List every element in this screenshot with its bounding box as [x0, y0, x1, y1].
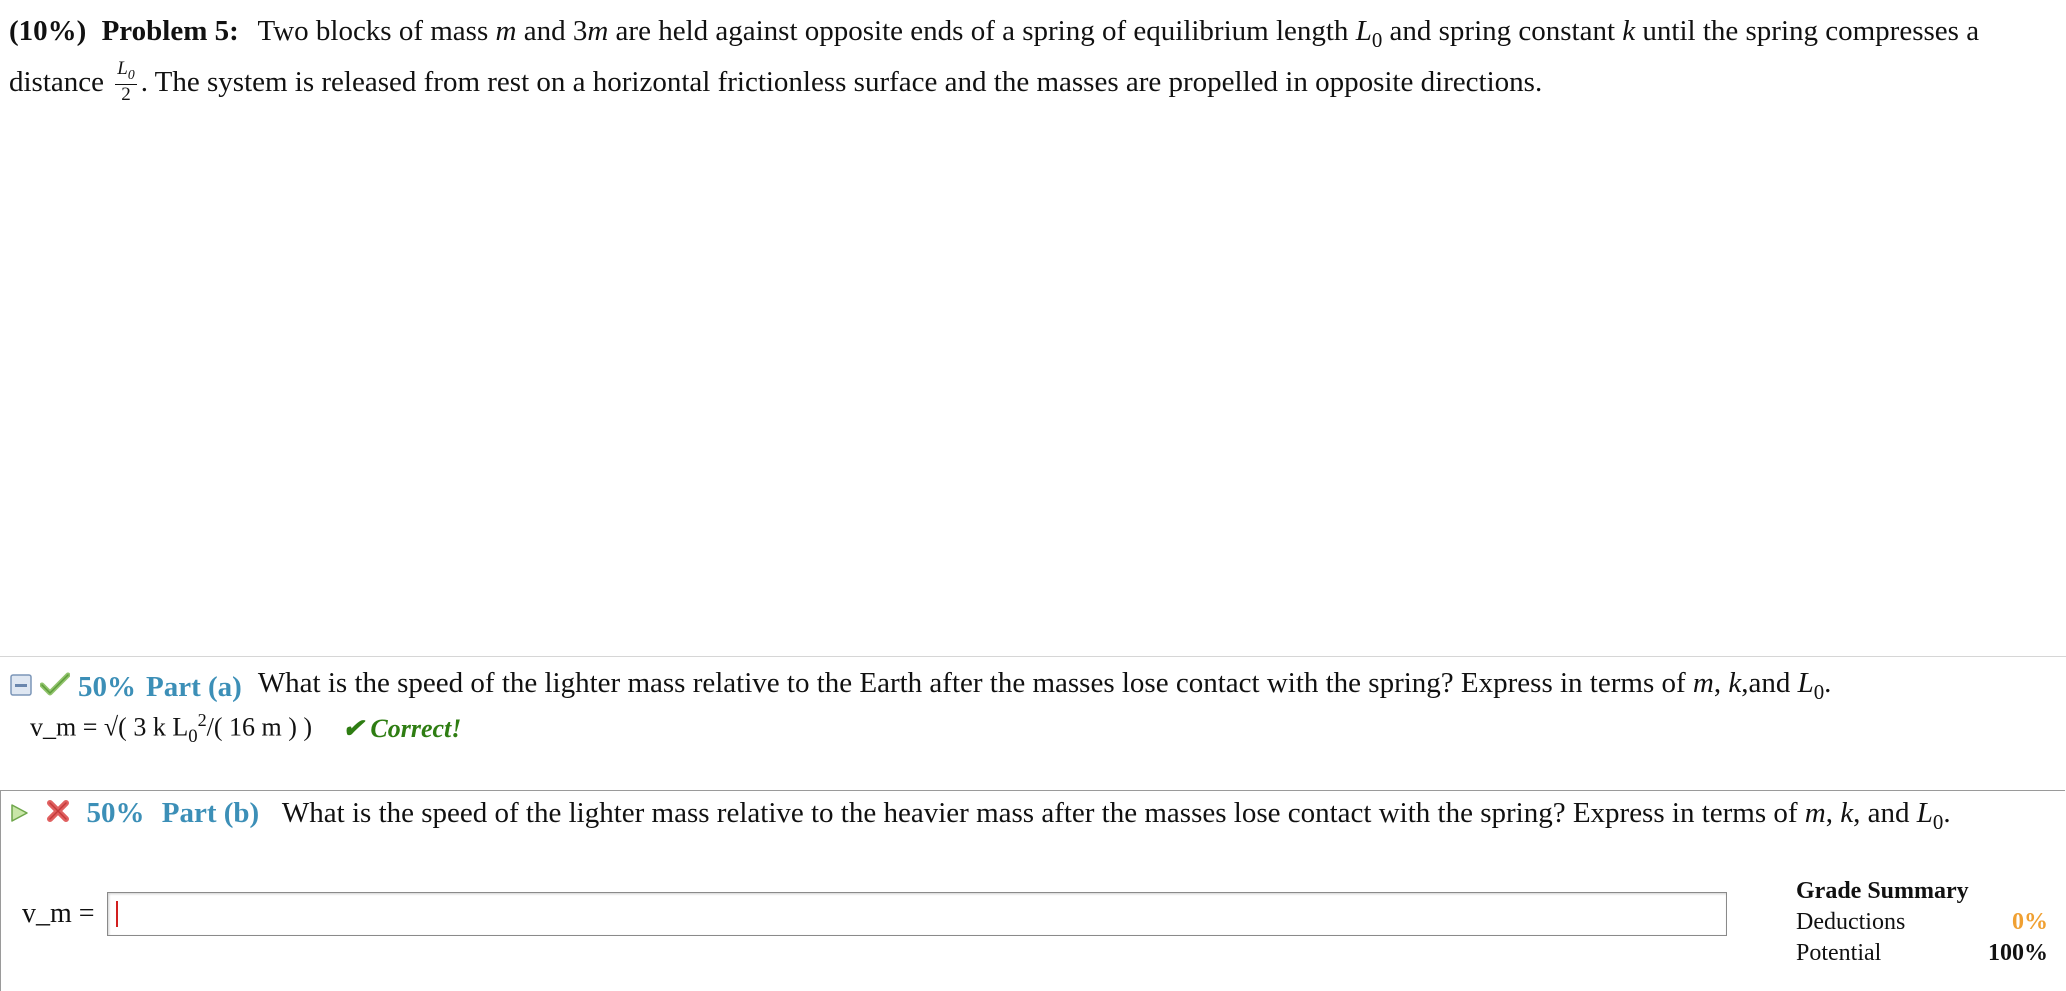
grade-summary	[1796, 876, 2048, 969]
frac-numerator: L	[117, 57, 128, 79]
problem-text: and spring constant	[1382, 15, 1623, 47]
part-a-label: Part (a)	[146, 671, 242, 704]
part-a-percent: 50%	[78, 671, 136, 704]
deductions-row	[1796, 907, 2048, 938]
problem-label: Problem 5:	[101, 15, 239, 47]
deductions-value: 0%	[2012, 909, 2048, 935]
part-b	[8, 790, 2058, 841]
part-b-question: What is the speed of the lighter mass relative to the heavier mass after the masses lose contact with the spring? Express in terms of m, k, and $L_0$.	[281, 797, 1951, 834]
input-label: v_m =	[22, 898, 95, 929]
var-m: m	[495, 15, 517, 47]
answer-input[interactable]	[107, 892, 1727, 936]
problem-text: and 3	[516, 15, 588, 47]
potential-row	[1796, 938, 2048, 969]
part-b-input-row	[22, 892, 1727, 936]
section-divider	[0, 656, 2066, 657]
frac-subscript: 0	[127, 66, 135, 82]
text-caret	[116, 901, 118, 927]
correct-status: ✔ Correct!	[342, 713, 462, 743]
potential-label: Potential	[1796, 940, 1882, 966]
fraction-L0-over-2	[115, 59, 136, 104]
play-arrow-icon[interactable]	[8, 796, 30, 834]
problem-weight: (10%)	[9, 15, 87, 47]
var-L: L	[1355, 15, 1372, 47]
deductions-label: Deductions	[1796, 909, 1906, 935]
collapse-icon[interactable]	[10, 666, 32, 708]
potential-value: 100%	[1988, 940, 2048, 966]
part-a-question: What is the speed of the lighter mass relative to the Earth after the masses lose contact with the spring? Express in terms of m, k,and $L_0$.	[257, 667, 1832, 704]
incorrect-x-icon	[45, 796, 71, 834]
problem-text: . The system is released from rest on a horizontal frictionless surface and the masses are propelled in opposite directions.	[140, 65, 1543, 98]
var-k: k	[1622, 15, 1636, 47]
part-b-label: Part (b)	[161, 797, 260, 829]
subscript-0: 0	[1371, 27, 1383, 52]
part-a-answer-expression: v_m = √( 3 k $L_0^2/$( 16 m ) )	[30, 710, 313, 747]
frac-denominator: 2	[121, 83, 131, 105]
problem-statement	[9, 10, 2059, 107]
part-a-answer	[30, 710, 461, 748]
part-b-percent: 50%	[86, 797, 145, 829]
problem-text: Two blocks of mass	[257, 15, 496, 47]
var-m: m	[587, 15, 609, 47]
part-a	[10, 662, 2060, 713]
problem-text: are held against opposite ends of a spring of equilibrium length	[608, 15, 1356, 47]
checkmark-icon	[40, 666, 70, 708]
grade-summary-title: Grade Summary	[1796, 878, 1969, 904]
problem-text: until the spring compresses a distance	[9, 15, 1980, 98]
